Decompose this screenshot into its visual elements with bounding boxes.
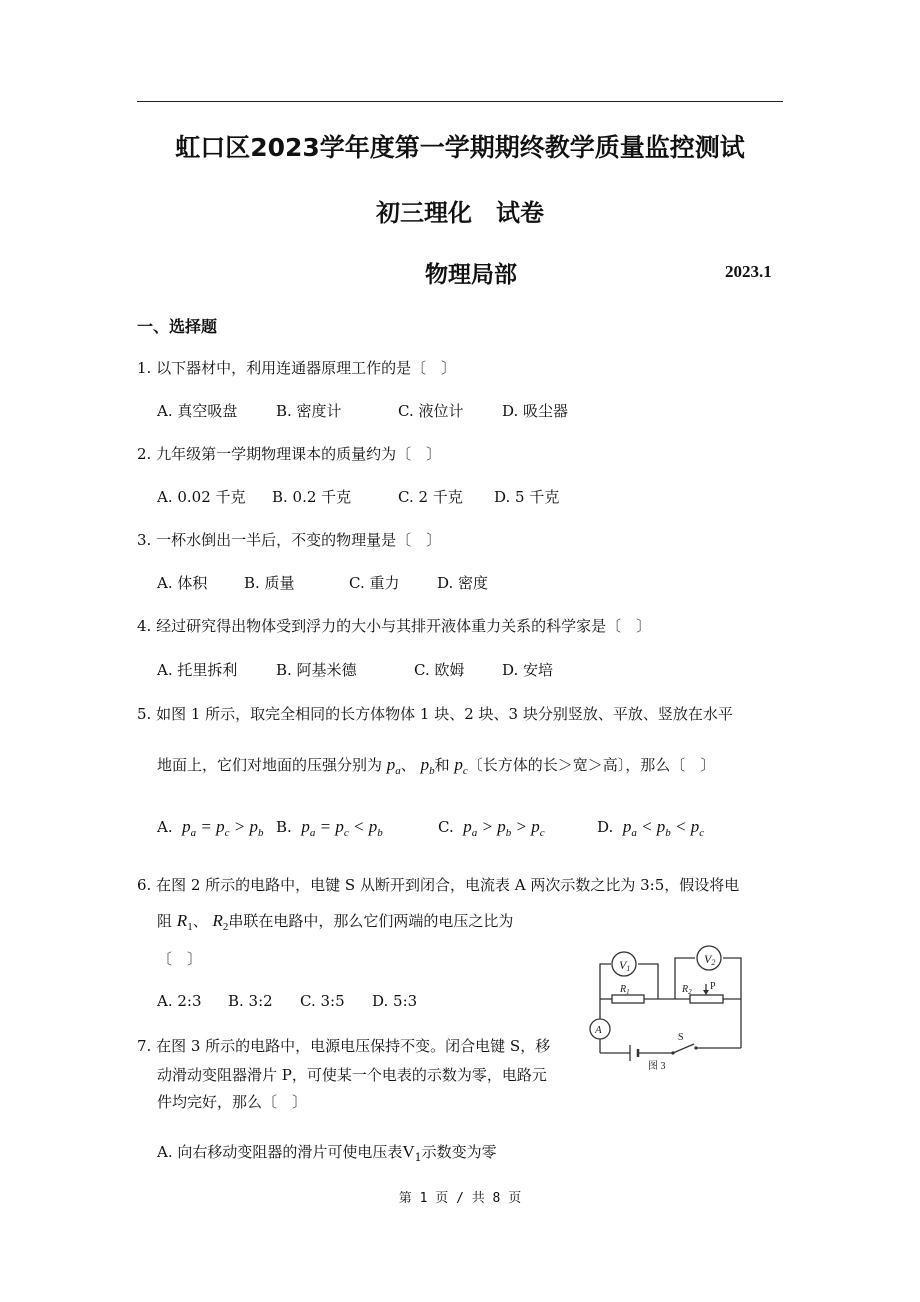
question-4-stem: 4. 经过研究得出物体受到浮力的大小与其排开液体重力关系的科学家是〔 〕 bbox=[137, 617, 652, 635]
exam-subtitle: 初三理化 试卷 bbox=[376, 199, 544, 227]
question-7-stem-line3: 件均完好，那么〔 〕 bbox=[157, 1093, 308, 1111]
symbol-pc: $p_c$ bbox=[454, 755, 468, 777]
q5-option-b: B. $p_a = p_c < p_b$ bbox=[276, 817, 383, 839]
q7-option-a: A. 向右移动变阻器的滑片可使电压表$V_1$示数变为零 bbox=[157, 1142, 497, 1164]
svg-text:V2: V2 bbox=[704, 952, 716, 967]
question-1-stem: 1. 以下器材中，利用连通器原理工作的是〔 〕 bbox=[137, 359, 457, 377]
q2-option-b: B. 0.2 千克 bbox=[272, 488, 352, 506]
q5-option-a: A. $p_a = p_c > p_b$ bbox=[157, 817, 264, 839]
q3-option-a: A. 体积 bbox=[157, 574, 208, 592]
q4-option-d: D. 安培 bbox=[502, 661, 554, 679]
switch-icon bbox=[673, 1044, 694, 1053]
slider-arrow-icon bbox=[703, 990, 709, 995]
q6-option-d: D. 5:3 bbox=[372, 992, 418, 1010]
exam-title: 虹口区2023学年度第一学期期终教学质量监控测试 bbox=[175, 133, 745, 162]
symbol-r1: $R_1$ bbox=[176, 911, 193, 933]
circuit-figure-3 bbox=[578, 940, 750, 1070]
q1-option-b: B. 密度计 bbox=[276, 402, 342, 420]
svg-text:R1: $R_1$ bbox=[620, 984, 630, 996]
q1-option-c: C. 液位计 bbox=[398, 402, 464, 420]
figure-caption: 图 3 bbox=[648, 1061, 666, 1070]
question-6-stem-line3: 〔 〕 bbox=[157, 950, 203, 968]
q1-option-a: A. 真空吸盘 bbox=[157, 402, 238, 420]
svg-text:P: P bbox=[710, 981, 716, 992]
svg-text:R2: $R_2$ bbox=[682, 984, 692, 996]
question-2-stem: 2. 九年级第一学期物理课本的质量约为〔 〕 bbox=[137, 445, 442, 463]
q5-option-c: C. $p_a > p_b > p_c$ bbox=[438, 817, 545, 839]
q4-option-c: C. 欧姆 bbox=[414, 661, 465, 679]
q3-option-d: D. 密度 bbox=[437, 574, 489, 592]
q3-option-b: B. 质量 bbox=[244, 574, 295, 592]
page-footer: 第 1 页 / 共 8 页 bbox=[398, 1191, 522, 1206]
question-7-stem-line1: 7. 在图 3 所示的电路中，电源电压保持不变。闭合电键 S，移 bbox=[137, 1037, 551, 1055]
question-6-stem-line1: 6. 在图 2 所示的电路中，电键 S 从断开到闭合，电流表 A 两次示数之比为 3:5，假设将电 bbox=[137, 876, 740, 894]
q6-option-a: A. 2:3 bbox=[157, 992, 202, 1010]
q3-option-c: C. 重力 bbox=[349, 574, 400, 592]
q5-option-d: D. $p_a < p_b < p_c$ bbox=[597, 817, 705, 839]
question-7-stem-line2: 动滑动变阻器滑片 P，可使某一个电表的示数为零，电路元 bbox=[157, 1066, 547, 1084]
q4-option-b: B. 阿基米德 bbox=[276, 661, 357, 679]
svg-text:S: S bbox=[678, 1032, 684, 1043]
q2-option-c: C. 2 千克 bbox=[398, 488, 463, 506]
q6-option-b: B. 3:2 bbox=[228, 992, 273, 1010]
question-6-stem-line2: 阻 $R_1$、 $R_2$串联在电路中，那么它们两端的电压之比为 bbox=[157, 911, 514, 933]
symbol-pa: $p_a$ bbox=[386, 755, 401, 777]
q2-option-a: A. 0.02 千克 bbox=[157, 488, 246, 506]
q2-option-d: D. 5 千克 bbox=[494, 488, 560, 506]
question-3-stem: 3. 一杯水倒出一半后，不变的物理量是〔 〕 bbox=[137, 531, 442, 549]
section-part-title: 物理局部 bbox=[425, 262, 517, 288]
q4-option-a: A. 托里拆利 bbox=[157, 661, 238, 679]
symbol-pb: $p_b$ bbox=[420, 755, 435, 777]
rheostat-r2-icon bbox=[690, 995, 723, 1003]
svg-text:A: A bbox=[595, 1024, 602, 1036]
q6-option-c: C. 3:5 bbox=[300, 992, 345, 1010]
svg-text:V1: V1 bbox=[619, 958, 631, 973]
top-rule bbox=[137, 101, 783, 102]
question-5-stem-line2: 地面上，它们对地面的压强分别为 $p_a$、 $p_b$和 $p_c$〔长方体的长＞宽＞高〕，那么〔 〕 bbox=[157, 755, 716, 777]
exam-date: 2023.1 bbox=[725, 262, 772, 281]
q1-option-d: D. 吸尘器 bbox=[502, 402, 569, 420]
symbol-r2: $R_2$ bbox=[212, 911, 229, 933]
resistor-r1-icon bbox=[612, 995, 644, 1003]
question-5-stem-line1: 5. 如图 1 所示，取完全相同的长方体物体 1 块、2 块、3 块分别竖放、平放、竖放在水平 bbox=[137, 705, 733, 723]
section-heading: 一、选择题 bbox=[137, 317, 218, 336]
